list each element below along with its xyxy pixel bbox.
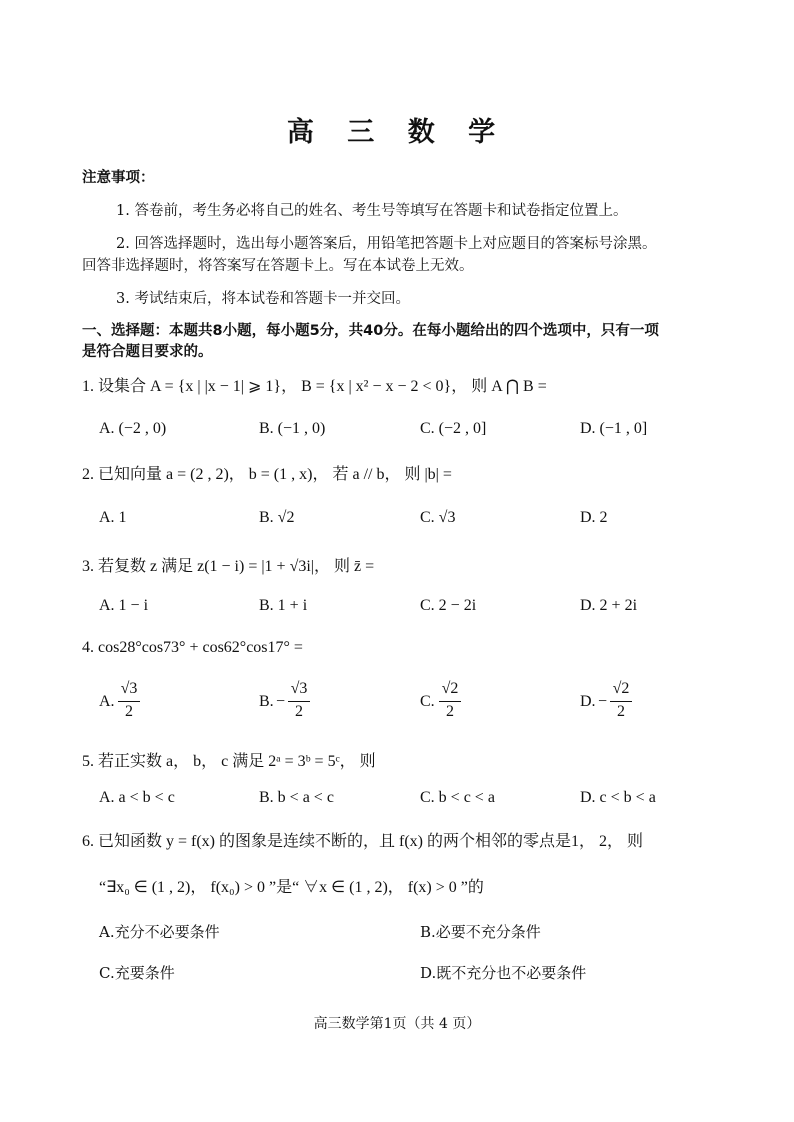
question-3-option-b: B. 1 + i <box>259 597 308 614</box>
question-1-option-d: D. (−1 , 0] <box>580 420 648 437</box>
option-sign: − <box>598 693 608 710</box>
fraction-bar <box>118 701 140 702</box>
question-6-stem: 6. 已知函数 y = f(x) 的图象是连续不断的，且 f(x) 的两个相邻的零点是1， 2， 则 <box>82 833 643 850</box>
fraction-denominator: 2 <box>125 703 133 720</box>
fraction-denominator: 2 <box>617 703 625 720</box>
question-5-option-c: C. b < c < a <box>420 789 495 806</box>
fraction-bar <box>439 701 461 702</box>
notice-item-2: 2. 回答选择题时，选出每小题答案后，用铅笔把答题卡上对应题目的答案标号涂黑。 <box>116 236 657 252</box>
option-sign: − <box>276 693 286 710</box>
notice-item-3: 3. 考试结束后，将本试卷和答题卡一并交回。 <box>116 291 410 307</box>
question-6-option-c: C.充要条件 <box>99 964 175 982</box>
question-3-option-a: A. 1 − i <box>99 597 149 614</box>
question-3-stem: 3. 若复数 z 满足 z(1 − i) = |1 + √3i|， 则 z̄ = <box>82 558 375 575</box>
page-footer: 高三数学第1页（共 4 页） <box>313 1016 481 1032</box>
notice-item-1: 1. 答卷前，考生务必将自己的姓名、考生号等填写在答题卡和试卷指定位置上。 <box>116 203 628 219</box>
option-prefix: D. <box>580 693 596 710</box>
question-5-option-b: B. b < a < c <box>259 789 334 806</box>
fraction-numerator: √2 <box>441 680 459 697</box>
question-2-option-a: A. 1 <box>99 509 127 526</box>
question-5-option-d: D. c < b < a <box>580 789 656 806</box>
question-2-stem: 2. 已知向量 a = (2 , 2)， b = (1 , x)， 若 a // b， 则 |b| = <box>82 466 452 483</box>
option-prefix: B. <box>259 693 274 710</box>
question-2-option-b: B. √2 <box>259 509 295 526</box>
fraction-denominator: 2 <box>295 703 303 720</box>
question-1-option-b: B. (−1 , 0) <box>259 420 326 437</box>
option-prefix: A. <box>99 693 115 710</box>
fraction-numerator: √3 <box>290 680 308 697</box>
notice-heading: 注意事项： <box>82 170 155 186</box>
question-6-option-d: D.既不充分也不必要条件 <box>420 964 587 982</box>
section-heading-line2: 是符合题目要求的。 <box>82 344 213 360</box>
fraction-bar <box>610 701 632 702</box>
question-6-option-a: A.充分不必要条件 <box>99 923 220 941</box>
question-2-option-c: C. √3 <box>420 509 456 526</box>
question-6-option-b: B.必要不充分条件 <box>420 923 541 941</box>
question-3-option-c: C. 2 − 2i <box>420 597 477 614</box>
question-2-option-d: D. 2 <box>580 509 608 526</box>
fraction-numerator: √2 <box>612 680 630 697</box>
question-5-option-a: A. a < b < c <box>99 789 175 806</box>
question-3-option-d: D. 2 + 2i <box>580 597 638 614</box>
question-4-stem: 4. cos28°cos73° + cos62°cos17° = <box>82 639 303 656</box>
question-5-stem: 5. 若正实数 a， b， c 满足 2ᵃ = 3ᵇ = 5ᶜ， 则 <box>82 753 376 770</box>
question-1-option-a: A. (−2 , 0) <box>99 420 167 437</box>
notice-item-2-cont: 回答非选择题时，将答案写在答题卡上。写在本试卷上无效。 <box>82 258 474 274</box>
fraction-denominator: 2 <box>446 703 454 720</box>
page-title: 高 三 数 学 <box>286 117 508 148</box>
section-heading-line1: 一、选择题：本题共8小题，每小题5分，共40分。在每小题给出的四个选项中，只有一项 <box>82 323 659 339</box>
question-1-option-c: C. (−2 , 0] <box>420 420 487 437</box>
fraction-bar <box>288 701 310 702</box>
question-1-stem: 1. 设集合 A = {x | |x − 1| ⩾ 1}， B = {x | x² − x − 2 < 0}， 则 A ⋂ B = <box>82 378 547 395</box>
option-prefix: C. <box>420 693 435 710</box>
fraction-numerator: √3 <box>120 680 138 697</box>
question-6-stem-line2: “∃x₀ ∈ (1 , 2)， f(x₀) > 0 ”是“ ∀x ∈ (1 , 2)， f(x) > 0 ”的 <box>99 879 484 896</box>
